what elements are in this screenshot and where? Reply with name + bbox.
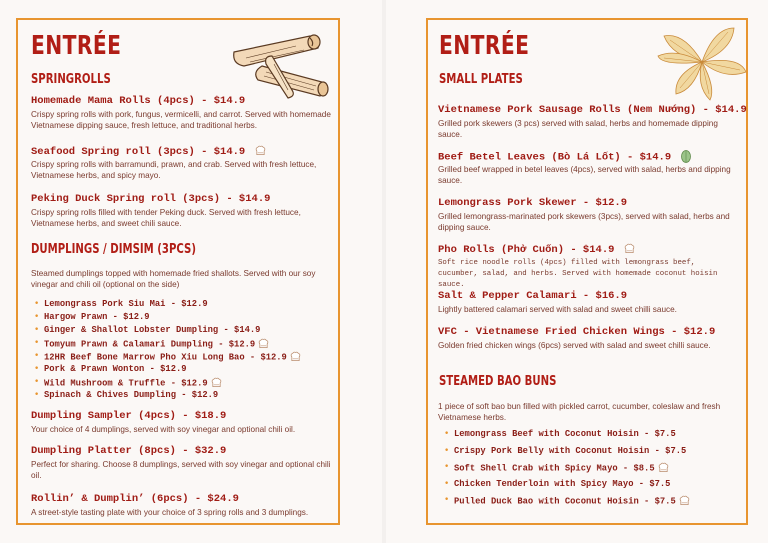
left-content xyxy=(31,30,331,62)
section-springrolls: SPRINGROLLS xyxy=(31,72,111,87)
section-intro: Steamed dumplings topped with homemade fried shallots. Served with our soy vinegar and chili oil (optional on the side) xyxy=(31,269,316,289)
chef-hat-icon xyxy=(658,462,669,474)
menu-item-title xyxy=(438,243,635,257)
section-small-plates: SMALL PLATES xyxy=(439,72,523,87)
menu-item-title: Peking Duck Spring roll (3pcs) - $14.9 xyxy=(31,193,271,205)
menu-item-description: Grilled pork skewers (3 pcs) served with salad, herbs and homemade dipping sauce. xyxy=(438,119,718,139)
menu-item-title-text: Seafood Spring roll (3pcs) - $14.9 xyxy=(31,145,246,158)
menu-item-title: Lemongrass Pork Skewer - $12.9 xyxy=(438,197,628,209)
list-item: • Crispy Pork Belly with Coconut Hoisin - $7.5 xyxy=(444,446,690,463)
list-item: • Tomyum Prawn & Calamari Dumpling - $12.9 xyxy=(34,338,301,351)
page-heading: ENTRÉE xyxy=(31,31,122,61)
chef-hat-icon xyxy=(679,495,690,507)
menu-item-description: Grilled beef wrapped in betel leaves (4pcs), served with salad, herbs and dipping sauce. xyxy=(438,165,731,185)
menu-item-title-text: Beef Betel Leaves (Bò Lá Lốt) - $14.9 xyxy=(438,151,672,164)
chef-hat-icon xyxy=(290,351,301,363)
menu-item-title: Dumpling Sampler (4pcs) - $18.9 xyxy=(31,410,227,422)
menu-item-description: Soft rice noodle rolls (4pcs) filled with lemongrass beef, cucumber, salad, and herbs. Served with homemade coconut hoisin sauce. xyxy=(438,259,718,289)
menu-item-description: Crispy spring rolls filled with tender Peking duck. Served with fresh lettuce, Vietnamese herbs, and sweet chili sauce. xyxy=(31,208,301,228)
menu-item-description: Perfect for sharing. Choose 8 dumplings, served with soy vinegar and optional chili oil. xyxy=(31,460,331,480)
menu-item-description: Golden fried chicken wings (6pcs) served with salad and sweet chilli sauce. xyxy=(438,341,711,350)
menu-item-description: Crispy spring rolls with barramundi, prawn, and crab. Served with fresh lettuce, Vietnamese herbs, and spicy mayo. xyxy=(31,160,317,180)
list-item: • Hargow Prawn - $12.9 xyxy=(34,312,301,325)
menu-page-right xyxy=(386,0,768,543)
page-heading: ENTRÉE xyxy=(439,31,530,61)
menu-item-title: Dumpling Platter (8pcs) - $32.9 xyxy=(31,445,227,457)
betel-leaf-icon xyxy=(681,150,691,163)
menu-item-description: Grilled lemongrass-marinated pork skewers (3pcs), served with salad, herbs and dipping sauce. xyxy=(438,212,730,232)
menu-item-description: Lightly battered calamari served with salad and sweet chilli sauce. xyxy=(438,305,677,314)
list-item: • Pork & Prawn Wonton - $12.9 xyxy=(34,364,301,377)
menu-page-left xyxy=(0,0,382,543)
list-item: • Lemongrass Beef with Coconut Hoisin - $7.5 xyxy=(444,429,690,446)
menu-item-description: Your choice of 4 dumplings, served with soy vinegar and optional chili oil. xyxy=(31,425,296,434)
list-item: • 12HR Beef Bone Marrow Pho Xiu Long Bao - $12.9 xyxy=(34,351,301,364)
menu-item-title xyxy=(31,145,266,159)
chef-hat-icon xyxy=(255,145,266,157)
list-item: • Pulled Duck Bao with Coconut Hoisin - $7.5 xyxy=(444,495,690,512)
section-dumplings: DUMPLINGS / DIMSIM (3PCS) xyxy=(31,242,196,257)
menu-item-title: VFC - Vietnamese Fried Chicken Wings - $12.9 xyxy=(438,326,716,338)
chef-hat-icon xyxy=(211,377,222,389)
menu-item-title: Vietnamese Pork Sausage Rolls (Nem Nướng) - $14.9 xyxy=(438,104,747,116)
section-bao-buns: STEAMED BAO BUNS xyxy=(439,374,557,389)
chef-hat-icon xyxy=(624,243,635,255)
list-item: • Chicken Tenderloin with Spicy Mayo - $7.5 xyxy=(444,479,690,496)
list-item: • Spinach & Chives Dumpling - $12.9 xyxy=(34,390,301,403)
bao-list xyxy=(444,429,690,512)
menu-item-title: Rollin’ & Dumplin’ (6pcs) - $24.9 xyxy=(31,493,239,505)
section-intro: 1 piece of soft bao bun filled with pickled carrot, cucumber, coleslaw and fresh Vietnamese herbs. xyxy=(438,402,721,422)
list-item: • Soft Shell Crab with Spicy Mayo - $8.5 xyxy=(444,462,690,479)
list-item: • Wild Mushroom & Truffle - $12.9 xyxy=(34,377,301,390)
menu-item-title-text: Pho Rolls (Phở Cuốn) - $14.9 xyxy=(438,243,615,256)
list-item: • Ginger & Shallot Lobster Dumpling - $14.9 xyxy=(34,325,301,338)
list-item: • Lemongrass Pork Siu Mai - $12.9 xyxy=(34,299,301,312)
herb-leaves-illustration xyxy=(654,22,750,102)
menu-item-description: Crispy spring rolls with pork, fungus, vermicelli, and carrot. Served with homemade Vietnamese dipping sauce, fresh lettuce, and traditional herbs. xyxy=(31,110,331,130)
menu-item-title xyxy=(438,150,691,164)
menu-item-title: Homemade Mama Rolls (4pcs) - $14.9 xyxy=(31,95,246,107)
menu-item-description: A street-style tasting plate with your choice of 3 spring rolls and 3 dumplings. xyxy=(31,508,309,517)
menu-item-title: Salt & Pepper Calamari - $16.9 xyxy=(438,290,628,302)
dumpling-list xyxy=(34,299,301,403)
chef-hat-icon xyxy=(258,338,269,350)
